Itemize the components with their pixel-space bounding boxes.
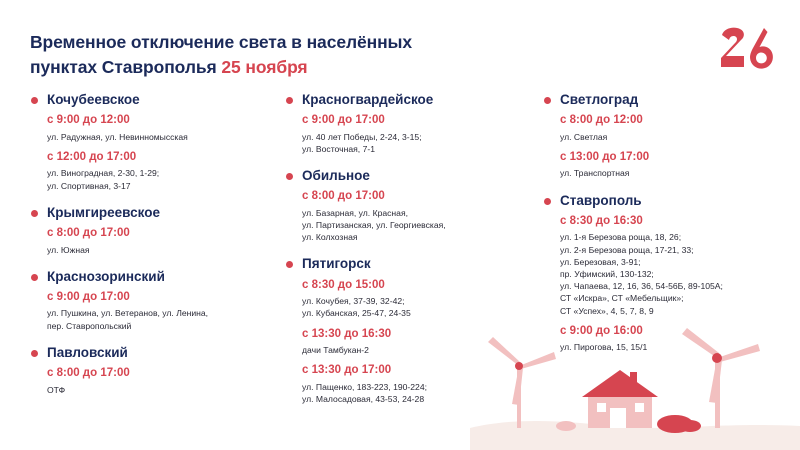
outage-slot	[30, 226, 280, 256]
street-line: ул. Восточная, 7-1	[302, 143, 375, 154]
outage-slot	[285, 278, 535, 320]
location-name: Обильное	[285, 168, 535, 184]
street-line: ул. Березовая, 3-91;	[560, 256, 641, 267]
location-name: Светлоград	[543, 92, 793, 108]
street-line: ул. Спортивная, 3-17	[47, 180, 131, 191]
outage-column-3	[543, 92, 793, 366]
location-name: Красногвардейское	[285, 92, 535, 108]
outage-slot	[285, 363, 535, 405]
slot-streets	[560, 231, 793, 316]
outage-slot	[543, 214, 793, 317]
street-line: ул. Пирогова, 15, 15/1	[560, 342, 648, 353]
street-line: СТ «Успех», 4, 5, 7, 8, 9	[560, 305, 654, 316]
location-block	[285, 168, 535, 243]
slot-time: с 8:30 до 16:30	[560, 214, 643, 227]
slot-streets	[302, 344, 535, 356]
street-line: ул. Партизанская, ул. Георгиевская,	[302, 220, 446, 231]
location-block	[543, 92, 793, 180]
slot-streets	[560, 341, 793, 353]
outage-slot	[30, 150, 280, 192]
outage-columns	[0, 92, 800, 450]
slot-streets	[302, 131, 535, 155]
slot-time: с 13:30 до 17:00	[302, 364, 392, 377]
outage-slot	[30, 290, 280, 332]
street-line: ул. Южная	[47, 244, 90, 255]
location-name: Павловский	[30, 345, 280, 361]
slot-streets	[47, 384, 280, 396]
street-line: ул. Кубанская, 25-47, 24-35	[302, 308, 411, 319]
location-block	[30, 92, 280, 192]
street-line: ул. Кочубея, 37-39, 32-42;	[302, 296, 405, 307]
street-line: пр. Уфимский, 130-132;	[560, 268, 654, 279]
outage-slot	[543, 324, 793, 354]
outage-slot	[543, 113, 793, 143]
outage-slot	[285, 327, 535, 357]
slot-streets	[302, 295, 535, 319]
slot-time: с 13:00 до 17:00	[560, 150, 650, 163]
location-block	[285, 92, 535, 155]
outage-column-2	[285, 92, 535, 418]
outage-slot	[543, 150, 793, 180]
street-line: ул. Малосадовая, 43-53, 24-28	[302, 393, 425, 404]
slot-streets	[47, 244, 280, 256]
slot-streets	[47, 167, 280, 191]
street-line: ОТФ	[47, 384, 66, 395]
slot-time: с 8:30 до 15:00	[302, 278, 385, 291]
slot-streets	[560, 131, 793, 143]
outage-slot	[30, 113, 280, 143]
slot-time: с 9:00 до 12:00	[47, 114, 130, 127]
outage-slot	[30, 366, 280, 396]
street-line: пер. Ставропольский	[47, 320, 132, 331]
page-title-line2: пунктах Ставрополья	[30, 56, 222, 77]
street-line: ул. Радужная, ул. Невинномысская	[47, 131, 188, 142]
page-title-line1: Временное отключение света в населённых	[30, 32, 413, 52]
slot-time: с 8:00 до 17:00	[302, 190, 385, 203]
street-line: ул. Виноградная, 2-30, 1-29;	[47, 168, 160, 179]
location-name: Кочубеевское	[30, 92, 280, 108]
street-line: ул. Пушкина, ул. Ветеранов, ул. Ленина,	[47, 308, 209, 319]
slot-streets	[560, 167, 793, 179]
street-line: ул. Чапаева, 12, 16, 36, 54-56Б, 89-105А;	[560, 281, 723, 292]
location-block	[543, 193, 793, 354]
street-line: ул. Базарная, ул. Красная,	[302, 207, 408, 218]
slot-time: с 9:00 до 16:00	[560, 324, 643, 337]
slot-streets	[47, 307, 280, 331]
outage-slot	[285, 113, 535, 155]
location-name: Крымгиреевское	[30, 205, 280, 221]
slot-time: с 13:30 до 16:30	[302, 327, 392, 340]
street-line: дачи Тамбукан-2	[302, 345, 369, 356]
outage-column-1	[30, 92, 280, 409]
street-line: СТ «Искра», СТ «Мебельщик»;	[560, 293, 684, 304]
location-name: Пятигорск	[285, 256, 535, 272]
location-block	[30, 205, 280, 256]
slot-time: с 8:00 до 12:00	[560, 114, 643, 127]
location-name: Ставрополь	[543, 193, 793, 209]
slot-time: с 9:00 до 17:00	[47, 290, 130, 303]
location-block	[285, 256, 535, 405]
logo-26-icon	[720, 26, 774, 70]
page-title	[30, 30, 650, 80]
street-line: ул. Транспортная	[560, 168, 630, 179]
page-header	[0, 0, 800, 92]
street-line: ул. Пащенко, 183-223, 190-224;	[302, 381, 428, 392]
location-block	[30, 345, 280, 396]
street-line: ул. Колхозная	[302, 232, 358, 243]
location-block	[30, 269, 280, 332]
street-line: ул. Светлая	[560, 131, 608, 142]
outage-slot	[285, 189, 535, 243]
slot-streets	[47, 131, 280, 143]
page-title-date: 25 ноября	[221, 56, 308, 77]
slot-streets	[302, 207, 535, 244]
street-line: ул. 40 лет Победы, 2-24, 3-15;	[302, 131, 422, 142]
slot-time: с 8:00 до 17:00	[47, 227, 130, 240]
street-line: ул. 1-я Березова роща, 18, 26;	[560, 232, 682, 243]
slot-time: с 8:00 до 17:00	[47, 367, 130, 380]
street-line: ул. 2-я Березова роща, 17-21, 33;	[560, 244, 694, 255]
slot-time: с 9:00 до 17:00	[302, 114, 385, 127]
location-name: Краснозоринский	[30, 269, 280, 285]
slot-time: с 12:00 до 17:00	[47, 150, 137, 163]
slot-streets	[302, 381, 535, 405]
